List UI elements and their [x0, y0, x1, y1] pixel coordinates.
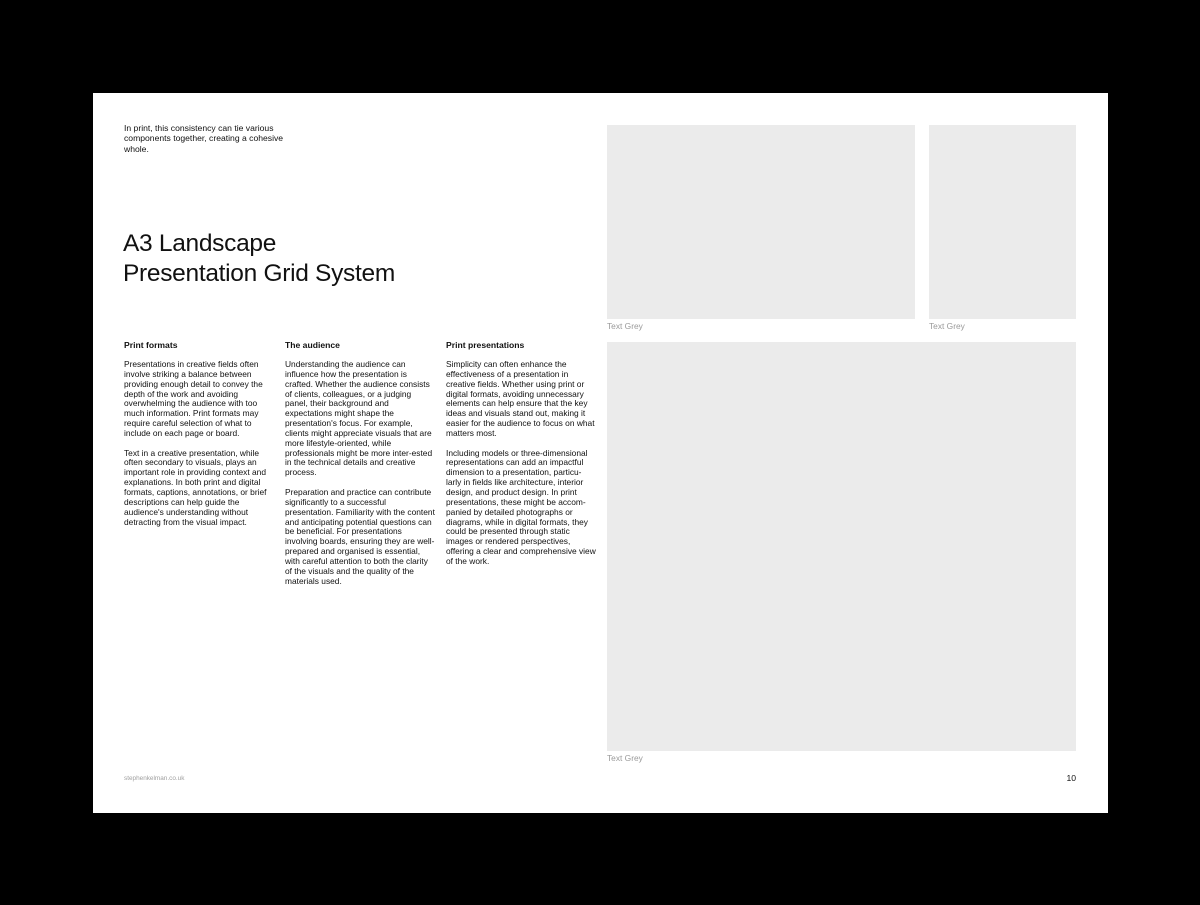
- column-paragraph: Preparation and practice can contribute significantly to a successful presentation. Familiarity with the content and anticipating potential questions can be beneficial. For presentations involving boards, ensuring they are well-prepared and organised is essential, with careful attention to both the clarity of the visuals and the quality of the materials used.: [285, 486, 435, 586]
- intro-text: In print, this consistency can tie various components together, creating a cohesive whole.: [124, 123, 284, 154]
- image-caption: Text Grey: [607, 321, 643, 331]
- column-paragraph: Text in a creative presentation, while often secondary to visuals, plays an important role in providing context and explanations. In both print and digital formats, captions, annotations, or brief descriptions can help guide the audience's understanding without detracting from the visual impact.: [124, 447, 267, 527]
- column-the-audience: [285, 340, 435, 596]
- image-placeholder-top-left: [607, 125, 915, 319]
- column-paragraph: Including models or three-dimensional representations can add an impactful dimension to a presentation, particu-larly in fields like architecture, interior design, and product design. In print presentations, these might be accom-panied by detailed photographs or diagrams, while in digital formats, they could be presented through static images or rendered perspectives, offering a clear and comprehensive view of the work.: [446, 447, 596, 566]
- footer-url: stephenkelman.co.uk: [124, 775, 185, 782]
- title-line-2: Presentation Grid System: [123, 260, 395, 287]
- page-number: 10: [1066, 773, 1076, 783]
- title-line-1: A3 Landscape: [123, 230, 277, 257]
- image-caption: Text Grey: [607, 753, 643, 763]
- column-print-presentations: [446, 340, 596, 577]
- column-paragraph: Understanding the audience can influence how the presentation is crafted. Whether the audience consists of clients, colleagues, or a judging panel, their background and expectations might shape the presentation's focus. For example, clients might appreciate visuals that are more lifestyle-oriented, while professionals might be more inter-ested in the technical details and creative process.: [285, 359, 433, 478]
- image-placeholder-top-right: [929, 125, 1076, 319]
- page-sheet: [93, 93, 1108, 813]
- column-heading: Print presentations: [446, 340, 525, 350]
- image-caption: Text Grey: [929, 321, 965, 331]
- column-heading: The audience: [285, 340, 340, 350]
- column-heading: Print formats: [124, 340, 178, 350]
- image-placeholder-large: [607, 342, 1076, 751]
- page-title: [123, 229, 583, 289]
- column-paragraph: Simplicity can often enhance the effectiveness of a presentation in creative fields. Whether using print or digital formats, avoiding unnecessary elements can help ensure that the key ideas and visuals stand out, making it easier for the audience to focus on what matters most.: [446, 359, 595, 438]
- column-print-formats: [124, 340, 274, 537]
- column-paragraph: Presentations in creative fields often involve striking a balance between providing enough detail to convey the depth of the work and avoiding overwhelming the audience with too much information. Print formats may require careful selection of what to include on each page or board.: [124, 359, 263, 438]
